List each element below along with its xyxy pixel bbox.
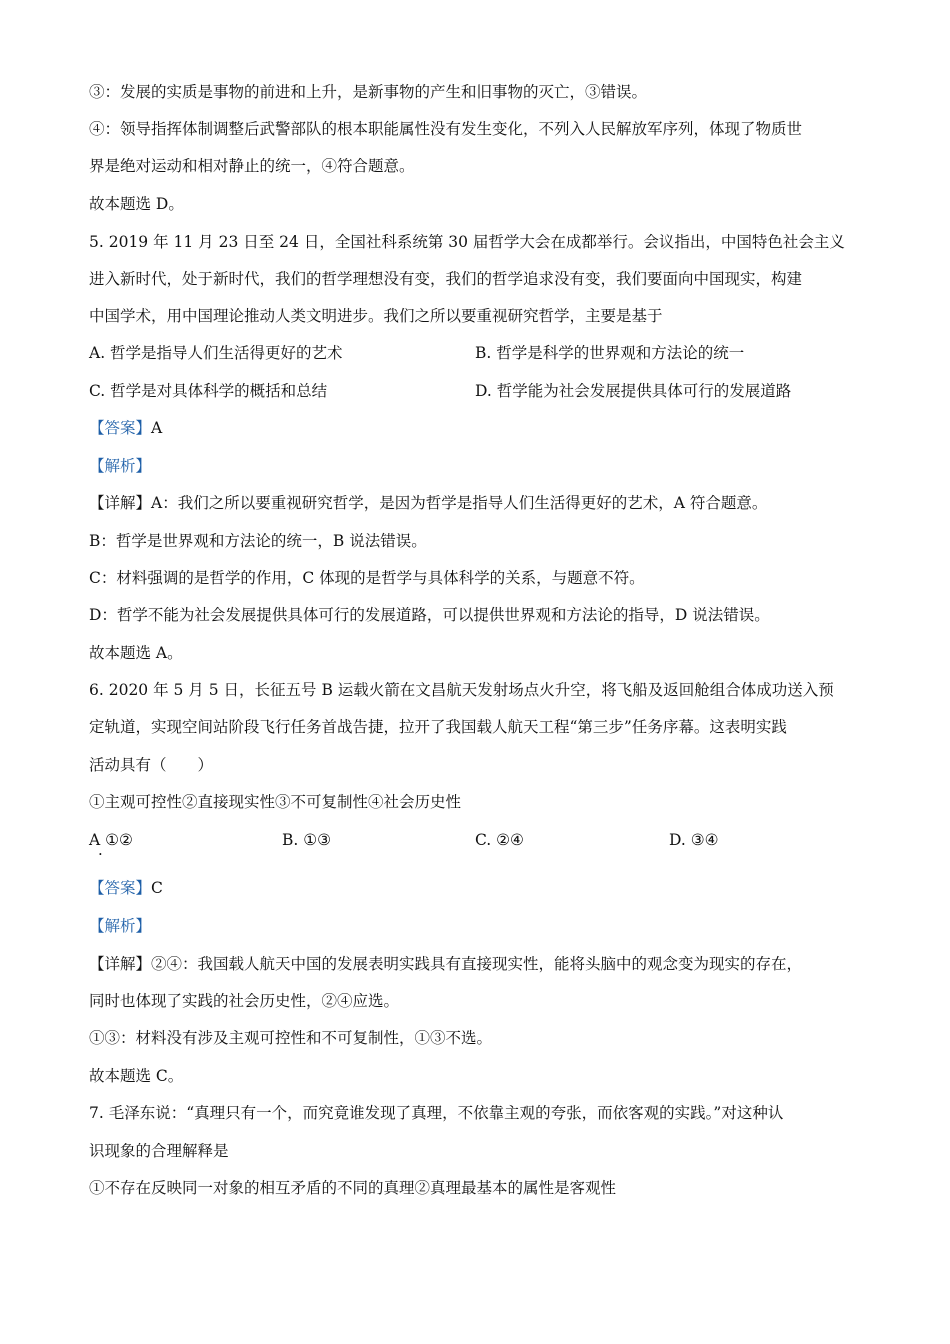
question-6-option-c: C. ②④ (475, 831, 524, 849)
question-5-option-d: D. 哲学能为社会发展提供具体可行的发展道路 (475, 382, 792, 400)
analysis-tag: 【解析】 (89, 917, 152, 935)
answer-tag: 【答案】 (89, 879, 152, 897)
question-6-stem: 定轨道，实现空间站阶段飞行任务首战告捷，拉开了我国载人航天工程“第三步”任务序幕。这表明实践 (89, 718, 787, 736)
detail-text: ②④：我国载人航天中国的发展表明实践具有直接现实性，能将头脑中的观念变为现实的存在， (151, 955, 803, 973)
answer-tag: 【答案】 (89, 419, 152, 437)
question-5-stem: 进入新时代，处于新时代，我们的哲学理想没有变，我们的哲学追求没有变，我们要面向中国现实，构建 (89, 270, 803, 288)
question-6-analysis-heading (89, 916, 890, 936)
analysis-line: 界是绝对运动和相对静止的统一，④符合题意。 (89, 157, 415, 175)
detail-text: A：我们之所以要重视研究哲学，是因为哲学是指导人们生活得更好的艺术，A 符合题意。 (151, 494, 768, 512)
question-7-stem: 识现象的合理解释是 (89, 1142, 229, 1160)
question-6-option-b: B. ①③ (282, 831, 332, 849)
answer-value: A (151, 419, 163, 437)
answer-value: C (151, 879, 163, 897)
question-5-detail-line: C：材料强调的是哲学的作用，C 体现的是哲学与具体科学的关系，与题意不符。 (89, 569, 645, 587)
question-5-answer (89, 418, 890, 438)
question-5-detail-line: D：哲学不能为社会发展提供具体可行的发展道路，可以提供世界观和方法论的指导，D 说法错误。 (89, 606, 770, 624)
question-5-stem: 中国学术，用中国理论推动人类文明进步。我们之所以要重视研究哲学，主要是基于 (89, 307, 663, 325)
conclusion-line: 故本题选 D。 (89, 195, 184, 213)
question-6-option-a: A ①② (89, 831, 133, 849)
detail-tag: 【详解】 (89, 494, 152, 512)
question-6-stem: 6. 2020 年 5 月 5 日，长征五号 B 运载火箭在文昌航天发射场点火升空，将飞船及返回舱组合体成功送入预 (89, 681, 834, 699)
question-7-items: ①不存在反映同一对象的相互矛盾的不同的真理②真理最基本的属性是客观性 (89, 1179, 617, 1197)
question-5-stem: 5. 2019 年 11 月 23 日至 24 日，全国社科系统第 30 届哲学大会在成都举行。会议指出，中国特色社会主义 (89, 233, 845, 251)
question-6-stem: 活动具有（ ） (89, 756, 214, 774)
analysis-tag: 【解析】 (89, 457, 152, 475)
analysis-line: ④：领导指挥体制调整后武警部队的根本职能属性没有发生变化，不列入人民解放军序列，体现了物质世 (89, 120, 803, 138)
question-5-option-b: B. 哲学是科学的世界观和方法论的统一 (475, 344, 745, 362)
question-6-conclusion: 故本题选 C。 (89, 1067, 184, 1085)
question-5-option-c: C. 哲学是对具体科学的概括和总结 (89, 382, 328, 400)
question-6-detail-line: 同时也体现了实践的社会历史性，②④应选。 (89, 992, 400, 1010)
question-6-items: ①主观可控性②直接现实性③不可复制性④社会历史性 (89, 793, 462, 811)
question-7-stem: 7. 毛泽东说：“真理只有一个，而究竟谁发现了真理，不依靠主观的夸张，而依客观的实践。”对这种认 (89, 1104, 784, 1122)
question-5-analysis-heading (89, 456, 890, 476)
question-5-detail (89, 493, 890, 513)
question-6-detail (89, 954, 890, 974)
decorative-dot: · (98, 845, 103, 863)
question-6-answer (89, 878, 890, 898)
question-5-option-a: A. 哲学是指导人们生活得更好的艺术 (89, 344, 343, 362)
question-6-option-d: D. ③④ (669, 831, 719, 849)
detail-tag: 【详解】 (89, 955, 152, 973)
question-5-detail-line: B：哲学是世界观和方法论的统一，B 说法错误。 (89, 532, 427, 550)
analysis-line: ③：发展的实质是事物的前进和上升，是新事物的产生和旧事物的灭亡，③错误。 (89, 83, 648, 101)
question-6-detail-line: ①③：材料没有涉及主观可控性和不可复制性，①③不选。 (89, 1029, 493, 1047)
question-5-conclusion: 故本题选 A。 (89, 644, 183, 662)
